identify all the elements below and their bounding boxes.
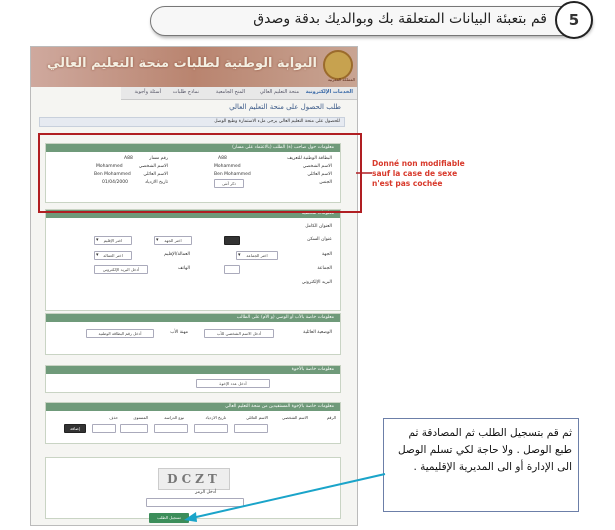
submit-request-button[interactable]: تسجيل الطلب bbox=[149, 513, 189, 523]
sex-option-female[interactable]: أنثى bbox=[222, 181, 229, 186]
top-navigation bbox=[121, 87, 357, 100]
logo-caption: المملكة المغربية bbox=[327, 77, 355, 82]
page-heading: طلب الحصول على منحة التعليم العالي bbox=[229, 103, 341, 111]
field-label: عنوان السكن bbox=[307, 237, 332, 242]
email-input[interactable]: أدخل البريد الإلكتروني bbox=[94, 265, 148, 274]
nav-item-eservices[interactable]: الخدمات الإلكترونية bbox=[305, 89, 353, 95]
commune-select[interactable]: اختر الجماعة ▾ bbox=[236, 251, 278, 260]
field-label: رقم مسار bbox=[149, 156, 168, 161]
captcha-image: DCZT bbox=[158, 468, 230, 490]
sibling-birthdate-input[interactable] bbox=[154, 424, 188, 433]
father-name-input[interactable]: أدخل الاسم الشخصي للأب bbox=[204, 329, 274, 338]
callout-box bbox=[383, 418, 579, 512]
table-header: نوع الدراسة bbox=[164, 415, 184, 420]
address-section-header: معلومات شخصية bbox=[46, 210, 340, 218]
siblings-section-header: معلومات خاصة بالأخوة bbox=[46, 366, 340, 374]
table-header: حذف bbox=[109, 415, 118, 420]
table-header: تاريخ الازدياد bbox=[205, 415, 226, 420]
nav-item-faq[interactable]: أسئلة وأجوبة bbox=[134, 89, 161, 95]
portal-banner bbox=[31, 47, 357, 87]
field-label: الاسم الشخصي bbox=[138, 164, 168, 169]
table-header: الاسم العائلي bbox=[246, 415, 268, 420]
nav-item-university-grants[interactable]: المنح الجامعية bbox=[215, 89, 245, 95]
step-number: 5 bbox=[555, 1, 593, 39]
field-label: الوضعية العائلية bbox=[303, 330, 332, 335]
table-header: الاسم الشخصي bbox=[282, 415, 308, 420]
first-name-value: Mohammed bbox=[214, 164, 241, 169]
massar-value: A88 bbox=[124, 156, 133, 161]
field-label: البريد الإلكتروني bbox=[301, 280, 332, 285]
address-input[interactable] bbox=[224, 236, 240, 245]
province-select[interactable]: اختر الإقليم ▾ bbox=[94, 236, 132, 245]
personal-section-header: معلومات حول صاحب (ة) الطلب (بالاعتماد على مسار) bbox=[46, 144, 340, 152]
sibling-lastname-input[interactable] bbox=[194, 424, 228, 433]
field-label: تاريخ الازدياد bbox=[144, 180, 168, 185]
field-label: الهاتف bbox=[178, 266, 190, 271]
parents-section bbox=[45, 313, 341, 355]
table-header: الرقم bbox=[326, 415, 336, 420]
field-label: البطاقة الوطنية للتعريف bbox=[287, 156, 332, 161]
sex-option-male[interactable]: ذكر bbox=[230, 181, 236, 186]
siblings-count-input[interactable]: أدخل عدد الإخوة bbox=[196, 379, 270, 388]
cin-value: A88 bbox=[218, 156, 227, 161]
last-name-value: Ben Mohammed bbox=[94, 172, 131, 177]
field-label: الجماعة bbox=[317, 266, 332, 271]
last-name-value: Ben Mohammed bbox=[214, 172, 251, 177]
portal-screenshot bbox=[30, 46, 358, 526]
siblings-table-section bbox=[45, 402, 341, 444]
nav-item-scholarship[interactable]: منحة التعليم العالي bbox=[259, 89, 299, 95]
coat-of-arms-icon bbox=[323, 50, 353, 80]
captcha-label: أدخل الرمز bbox=[195, 490, 216, 495]
field-label: العمالة/الإقليم bbox=[164, 252, 190, 257]
prefecture-select[interactable]: اختر العمالة ▾ bbox=[94, 251, 132, 260]
address-title: العنوان الكامل bbox=[305, 224, 332, 229]
sibling-firstname-input[interactable] bbox=[234, 424, 268, 433]
add-sibling-button[interactable]: إضافة bbox=[64, 424, 86, 433]
birthdate-value: 01/04/2000 bbox=[102, 180, 128, 185]
field-label: الاسم العائلي bbox=[307, 172, 332, 177]
sibling-level-input[interactable] bbox=[92, 424, 116, 433]
phone-input[interactable] bbox=[224, 265, 240, 274]
father-cin-input[interactable]: أدخل رقم البطاقة الوطنية bbox=[86, 329, 154, 338]
info-bar: للحصول على منحة التعليم العالي يرجى ملء الاستمارة وطبع الوصل bbox=[39, 117, 345, 127]
callout-text: ثم قم بتسجيل الطلب ثم المصادقة ثم طبع الوصل . ولا حاجة لكي تسلم الوصل الى الإدارة أو الى المديرية الإقليمية . bbox=[397, 427, 572, 473]
callout-arrow-icon bbox=[180, 470, 390, 526]
parents-section-header: معلومات خاصة بالأب أو الوصي (و الأم) على الطالب bbox=[46, 314, 340, 322]
non-editable-highlight bbox=[38, 133, 362, 213]
region-select[interactable]: اختر الجهة ▾ bbox=[154, 236, 192, 245]
first-name-value: Mohammed bbox=[96, 164, 123, 169]
field-label: الجهة bbox=[321, 252, 332, 257]
address-section bbox=[45, 209, 341, 311]
step-instruction: قم بتعبئة البيانات المتعلقة بك وبوالديك بدقة وصدق bbox=[253, 11, 547, 27]
siblings-section bbox=[45, 365, 341, 393]
table-section-header: معلومات خاصة بالإخوة المستفيدين من منحة التعليم العالي bbox=[46, 403, 340, 411]
field-label: الجنس bbox=[319, 180, 332, 185]
field-label: الاسم العائلي bbox=[143, 172, 168, 177]
table-header: المستوى bbox=[133, 415, 148, 420]
annotation-note: Donné non modifiable sauf la case de sexe n'est pas cochée bbox=[372, 159, 465, 188]
field-label: الاسم الشخصي bbox=[302, 164, 332, 169]
nav-item-forms[interactable]: نماذج طلبات bbox=[172, 89, 199, 95]
sibling-study-input[interactable] bbox=[120, 424, 148, 433]
field-label: مهنة الأب bbox=[170, 330, 188, 335]
banner-title: البوابة الوطنية لطلبات منحة التعليم العالي bbox=[47, 56, 317, 71]
note-connector bbox=[356, 170, 374, 176]
step-banner bbox=[150, 6, 592, 36]
